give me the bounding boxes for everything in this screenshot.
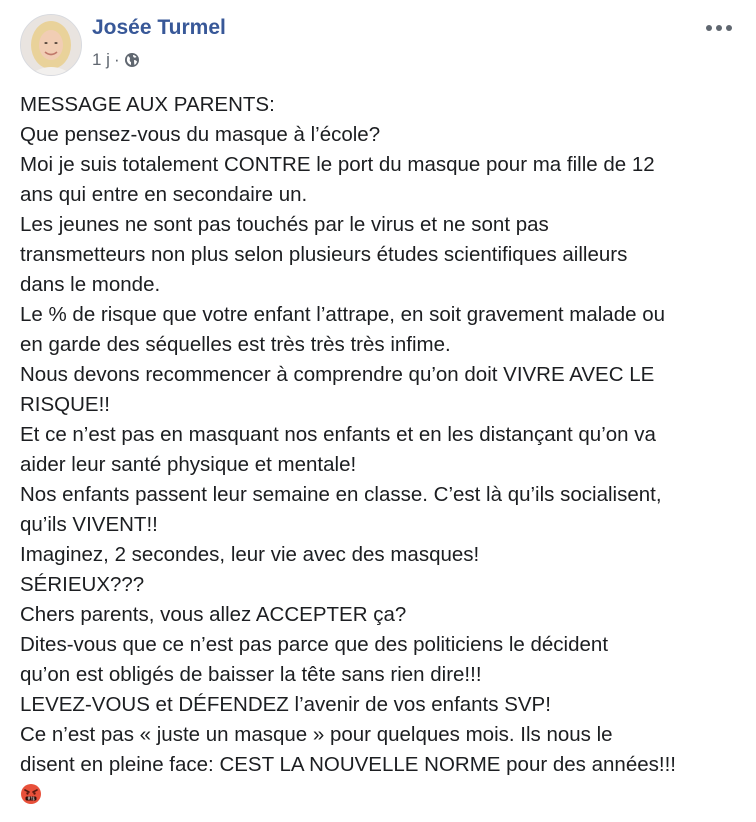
post-header bbox=[20, 14, 736, 76]
post-time[interactable]: 1 j bbox=[92, 50, 110, 69]
post-line: Moi je suis totalement CONTRE le port du masque pour ma fille de 12 bbox=[20, 153, 655, 176]
post-line: ans qui entre en secondaire un. bbox=[20, 183, 308, 206]
meta-separator: · bbox=[113, 50, 120, 69]
post-line: Dites-vous que ce n’est pas parce que des politiciens le décident bbox=[20, 633, 609, 656]
globe-icon[interactable] bbox=[124, 52, 140, 68]
post-line: en garde des séquelles est très très très infime. bbox=[20, 333, 451, 356]
post-line: RISQUE!! bbox=[20, 393, 110, 416]
avatar-image bbox=[21, 15, 81, 75]
post-line: Que pensez-vous du masque à l’école? bbox=[20, 123, 381, 146]
author-name[interactable]: Josée Turmel bbox=[92, 16, 226, 39]
post-line: dans le monde. bbox=[20, 273, 161, 296]
post-line: qu’ils VIVENT!! bbox=[20, 513, 158, 536]
post-line: MESSAGE AUX PARENTS: bbox=[20, 93, 275, 116]
post-line: Nos enfants passent leur semaine en classe. C’est là qu’ils socialisent, bbox=[20, 483, 662, 506]
angry-face-with-symbols-icon bbox=[20, 783, 42, 805]
post-line: disent en pleine face: CEST LA NOUVELLE NORME pour des années!!! bbox=[20, 753, 676, 776]
post-line: Les jeunes ne sont pas touchés par le virus et ne sont pas bbox=[20, 213, 549, 236]
post-line: Et ce n’est pas en masquant nos enfants et en les distançant qu’on va bbox=[20, 423, 656, 446]
more-options-icon[interactable] bbox=[702, 18, 736, 38]
post-text bbox=[20, 90, 740, 810]
post-meta bbox=[92, 50, 140, 70]
svg-text:#!$: #!$ bbox=[27, 796, 35, 801]
post-line: qu’on est obligés de baisser la tête sans rien dire!!! bbox=[20, 663, 482, 686]
post-emoji-line bbox=[20, 780, 740, 810]
author-avatar[interactable] bbox=[20, 14, 82, 76]
post-line: Ce n’est pas « juste un masque » pour quelques mois. Ils nous le bbox=[20, 723, 613, 746]
post-line: SÉRIEUX??? bbox=[20, 573, 145, 596]
post-line: Nous devons recommencer à comprendre qu’on doit VIVRE AVEC LE bbox=[20, 363, 655, 386]
post-line: LEVEZ-VOUS et DÉFENDEZ l’avenir de vos enfants SVP! bbox=[20, 693, 551, 716]
post-line: transmetteurs non plus selon plusieurs études scientifiques ailleurs bbox=[20, 243, 628, 266]
post-line: Chers parents, vous allez ACCEPTER ça? bbox=[20, 603, 407, 626]
post-line: Le % de risque que votre enfant l’attrape, en soit gravement malade ou bbox=[20, 303, 666, 326]
post-line: Imaginez, 2 secondes, leur vie avec des masques! bbox=[20, 543, 480, 566]
post-line: aider leur santé physique et mentale! bbox=[20, 453, 357, 476]
